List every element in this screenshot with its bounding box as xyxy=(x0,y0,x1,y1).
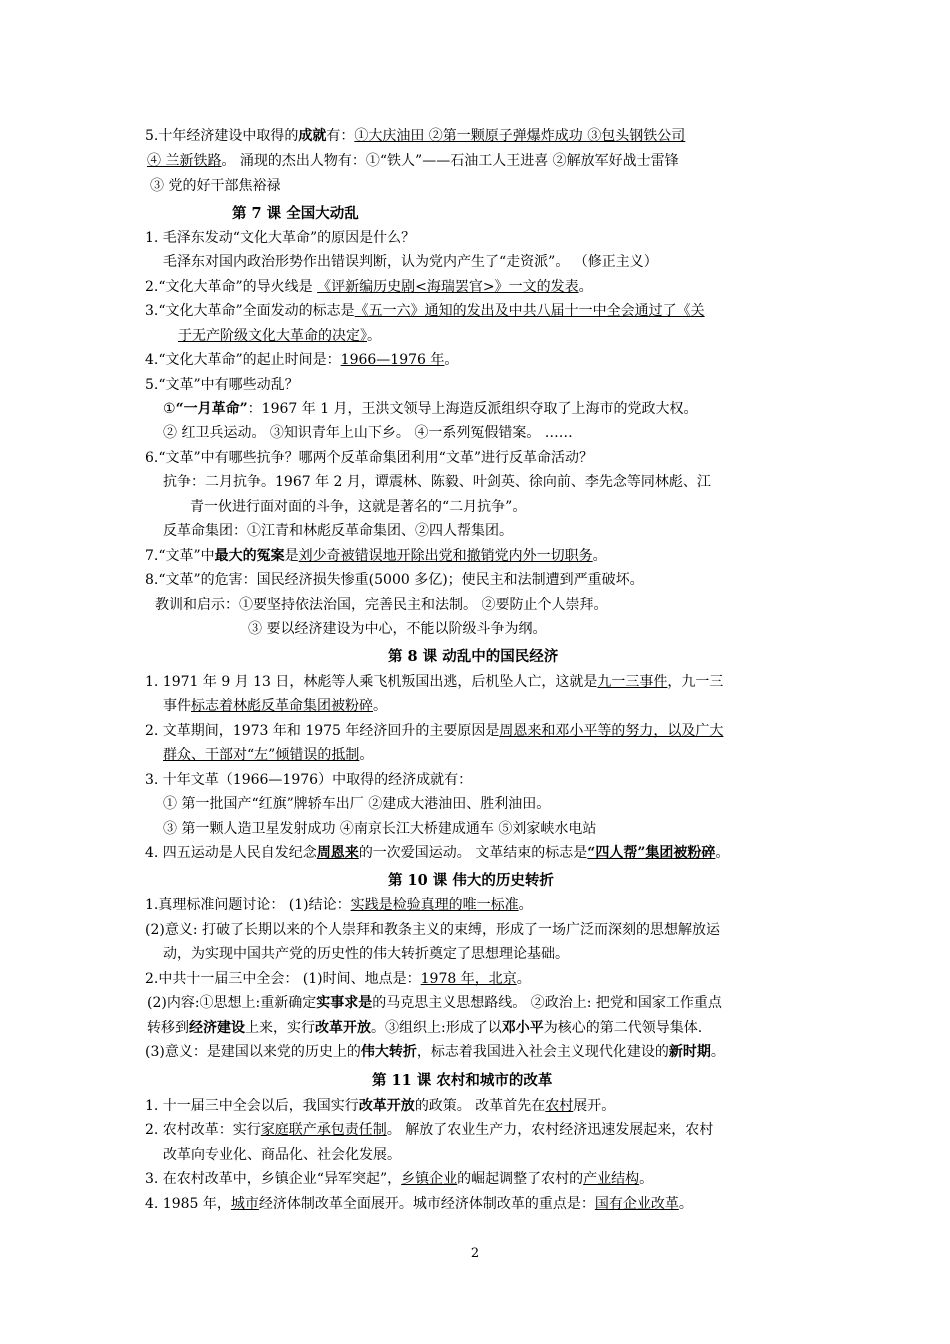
text-run: (2)内容:①思想上:重新确定 xyxy=(147,995,317,1011)
text-line xyxy=(145,967,531,991)
lesson-heading xyxy=(372,1069,552,1093)
text-run: 经济建设 xyxy=(189,1020,245,1036)
text-run: 国有企业改革 xyxy=(594,1196,679,1212)
text-run: 实事求是 xyxy=(316,995,373,1011)
text-line xyxy=(163,743,373,767)
text-run: 改革开放 xyxy=(315,1020,371,1036)
text-run: ，九一三 xyxy=(667,674,724,690)
text-run: (3)意义：是建国以来党的历史上的 xyxy=(145,1044,361,1060)
text-run: 。 xyxy=(444,352,459,368)
text-run: 。 xyxy=(518,897,533,913)
text-run: 最大的冤案 xyxy=(214,548,285,564)
text-run: 1. 1971 年 9 月 13 日，林彪等人乘飞机叛国出逃，后机坠人亡，这就是 xyxy=(145,674,598,690)
text-run: 。 涌现的杰出人物有：①“铁人”——石油工人王进喜 ②解放军好战士雷锋 xyxy=(221,153,679,169)
text-run: 。 解放了农业生产力，农村经济迅速发展起来，农村 xyxy=(386,1122,714,1138)
text-line xyxy=(178,324,381,348)
text-line xyxy=(145,768,472,792)
text-line xyxy=(163,694,387,718)
text-line xyxy=(163,470,711,494)
text-run: 经济体制改革全面展开。城市经济体制改革的重点是： xyxy=(258,1196,595,1212)
text-line xyxy=(145,1118,713,1142)
text-line xyxy=(163,817,596,841)
text-run: “四人帮”集团被粉碎 xyxy=(587,845,716,861)
text-run: 毛泽东对国内政治形势作出错误判断，认为党内产生了“走资派”。 （修正主义） xyxy=(163,254,658,270)
text-run: 改革向专业化、商品化、社会化发展。 xyxy=(163,1147,401,1163)
text-run: 是 xyxy=(284,548,299,564)
text-run: 有： xyxy=(326,128,355,144)
text-run: 第 11 课 农村和城市的改革 xyxy=(372,1072,553,1089)
text-run: 。 xyxy=(373,698,387,714)
page-number: 2 xyxy=(470,1246,480,1261)
text-run: 新时期 xyxy=(668,1044,711,1060)
text-run: 。 xyxy=(710,1044,725,1060)
text-run: 2. 文革期间，1973 年和 1975 年经济回升的主要原因是 xyxy=(145,723,500,739)
text-run: ③ 第一颗人造卫星发射成功 ④南京长江大桥建成通车 ⑤刘家峡水电站 xyxy=(163,821,597,837)
text-line xyxy=(145,299,705,323)
text-run: 家庭联产承包责任制 xyxy=(260,1122,387,1138)
text-run: 产业结构 xyxy=(583,1171,640,1187)
text-run: 标志着林彪反革命集团被粉碎 xyxy=(191,698,373,714)
text-run: 刘少奇被错误地开除出党和撤销党内外一切职务 xyxy=(298,548,593,564)
text-run: 转移到 xyxy=(147,1020,189,1036)
text-run: 。 xyxy=(359,747,374,763)
text-run: 2.“文化大革命”的导火线是 xyxy=(145,279,318,295)
text-run: ：1967 年 1 月，王洪文领导上海造反派组织夺取了上海市的党政大权。 xyxy=(247,401,698,417)
text-run: 的崛起调整了农村的 xyxy=(457,1171,584,1187)
text-run: 乡镇企业 xyxy=(401,1171,458,1187)
text-run: 的马克思主义思想路线。 ②政治上: 把党和国家工作重点 xyxy=(372,995,722,1011)
text-run: ② 红卫兵运动。 ③知识青年上山下乡。 ④一系列冤假错案。 …… xyxy=(163,425,573,441)
text-run: 反革命集团：①江青和林彪反革命集团、②四人帮集团。 xyxy=(163,523,513,539)
text-run: 周恩来 xyxy=(316,845,359,861)
text-line xyxy=(145,918,720,942)
text-run: 邓小平 xyxy=(501,1020,544,1036)
text-run: 3. 十年文革（1966—1976）中取得的经济成就有： xyxy=(145,772,473,788)
text-line xyxy=(163,250,658,274)
text-line xyxy=(155,593,607,617)
text-line xyxy=(147,991,722,1015)
text-run: 抗争：二月抗争。1967 年 2 月，谭震林、陈毅、叶剑英、徐向前、李先念等同林彪、江 xyxy=(163,474,711,490)
text-run: 。③组织上:形成了以 xyxy=(371,1020,502,1036)
text-run: (2)意义: 打破了长期以来的个人崇拜和教条主义的束缚，形成了一场广泛而深刻的思想解放运 xyxy=(145,922,720,938)
text-run: 1.真理标准问题讨论： (1)结论： xyxy=(145,897,351,913)
text-run: ① xyxy=(163,401,176,417)
text-line xyxy=(147,149,679,173)
text-line xyxy=(163,519,513,543)
lesson-heading xyxy=(388,645,558,669)
text-run: 。 xyxy=(592,548,607,564)
text-run: 6.“文革”中有哪些抗争？哪两个反革命集团利用“文革”进行反革命活动？ xyxy=(145,450,593,466)
text-line xyxy=(163,421,573,445)
text-run: 2.中共十一届三中全会： (1)时间、地点是： xyxy=(145,971,421,987)
text-line xyxy=(145,373,299,397)
text-run: 教训和启示：①要坚持依法治国，完善民主和法制。 ②要防止个人崇拜。 xyxy=(155,597,608,613)
text-run: “一月革命” xyxy=(175,401,248,417)
text-line xyxy=(163,792,550,816)
text-run: 为核心的第二代领导集体. xyxy=(543,1020,703,1036)
text-run: ④ 兰新铁路 xyxy=(147,153,222,169)
text-line xyxy=(145,841,729,865)
text-run: 农村 xyxy=(545,1098,574,1114)
text-line xyxy=(145,568,644,592)
text-line xyxy=(145,275,593,299)
text-line xyxy=(150,174,280,198)
text-run: 《评新编历史剧<海瑞罢官>》一文的发表 xyxy=(317,279,579,295)
text-run: 动，为实现中国共产党的历史性的伟大转折奠定了思想理论基础。 xyxy=(163,946,569,962)
text-run: 1978 年，北京 xyxy=(420,971,517,987)
text-run: 3.“文化大革命”全面发动的标志是 xyxy=(145,303,355,319)
lesson-heading xyxy=(232,202,359,226)
text-run: 实践是检验真理的唯一标准 xyxy=(350,897,519,913)
text-run: 于无产阶级文化大革命的决定》 xyxy=(178,328,367,344)
text-line xyxy=(163,397,698,421)
text-run: 成就 xyxy=(298,128,327,144)
text-line xyxy=(163,1143,401,1167)
text-run: 。 xyxy=(367,328,381,344)
text-run: 事件 xyxy=(163,698,191,714)
text-line xyxy=(145,1192,693,1216)
text-run: 第 7 课 全国大动乱 xyxy=(232,205,359,222)
text-run: 青一伙进行面对面的斗争，这就是著名的“二月抗争”。 xyxy=(190,499,527,515)
text-run: 的政策。 改革首先在 xyxy=(414,1098,546,1114)
text-run: 5.十年经济建设中取得的 xyxy=(145,128,299,144)
text-run: 3. 在农村改革中，乡镇企业“异军突起”， xyxy=(145,1171,402,1187)
text-line xyxy=(248,617,546,641)
text-run: 改革开放 xyxy=(358,1098,415,1114)
text-line xyxy=(163,942,569,966)
text-run: 4. 四五运动是人民自发纪念 xyxy=(145,845,317,861)
text-run: 4. 1985 年， xyxy=(145,1196,231,1212)
text-line xyxy=(145,348,458,372)
text-run: 。 xyxy=(715,845,730,861)
text-run: 《五一六》通知的发出及中共八届十一中全会通过了《关 xyxy=(354,303,705,319)
text-run: 8.“文革”的危害：国民经济损失惨重(5000 多亿)；使民主和法制遭到严重破坏。 xyxy=(145,572,644,588)
text-run: 。 xyxy=(578,279,593,295)
text-run: 展开。 xyxy=(573,1098,616,1114)
text-line xyxy=(145,1167,653,1191)
text-run: 周恩来和邓小平等的努力，以及广大 xyxy=(499,723,724,739)
lesson-heading xyxy=(388,869,554,893)
text-run: 九一三事件 xyxy=(597,674,668,690)
text-run: ③ 要以经济建设为中心，不能以阶级斗争为纲。 xyxy=(248,621,547,637)
text-line xyxy=(145,226,415,250)
text-run: 4.“文化大革命”的起止时间是： xyxy=(145,352,341,368)
text-run: 7.“文革”中 xyxy=(145,548,215,564)
text-run: 。 xyxy=(639,1171,654,1187)
text-run: 1966—1976 年 xyxy=(340,352,445,368)
text-run: 。 xyxy=(516,971,531,987)
text-run: 上来，实行 xyxy=(245,1020,315,1036)
text-run: 5.“文革”中有哪些动乱？ xyxy=(145,377,299,393)
text-line xyxy=(145,544,607,568)
text-run: 1. 毛泽东发动“文化大革命”的原因是什么？ xyxy=(145,230,416,246)
text-line xyxy=(145,670,723,694)
text-run: 第 10 课 伟大的历史转折 xyxy=(388,872,554,889)
text-line xyxy=(147,1016,702,1040)
text-run: ③ 党的好干部焦裕禄 xyxy=(150,178,281,194)
text-run: 伟大转折 xyxy=(360,1044,417,1060)
text-line xyxy=(145,719,723,743)
text-run: ，标志着我国进入社会主义现代化建设的 xyxy=(416,1044,669,1060)
text-line xyxy=(145,893,533,917)
text-run: 2. 农村改革：实行 xyxy=(145,1122,261,1138)
text-line xyxy=(145,1094,615,1118)
text-line xyxy=(145,1040,725,1064)
text-line xyxy=(190,495,526,519)
text-line xyxy=(145,446,593,470)
text-run: 。 xyxy=(678,1196,693,1212)
text-run: ① 第一批国产“红旗”牌轿车出厂 ②建成大港油田、胜利油田。 xyxy=(163,796,551,812)
text-run: ①大庆油田 ②第一颗原子弹爆炸成功 ③包头钢铁公司 xyxy=(354,128,686,144)
text-run: 第 8 课 动乱中的国民经济 xyxy=(388,648,559,665)
text-run: 1. 十一届三中全会以后，我国实行 xyxy=(145,1098,359,1114)
text-line xyxy=(145,124,685,148)
text-run: 城市 xyxy=(230,1196,259,1212)
text-run: 的一次爱国运动。 文革结束的标志是 xyxy=(358,845,588,861)
text-run: 群众、干部对“左”倾错误的抵制 xyxy=(163,747,360,763)
